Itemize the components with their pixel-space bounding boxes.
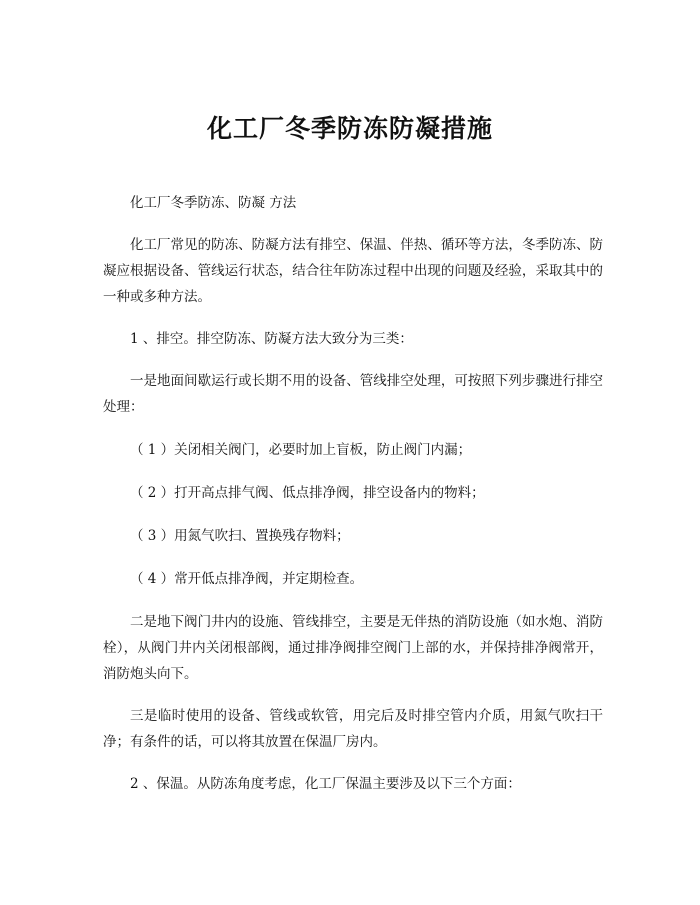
paragraph-category-1: 一是地面间歇运行或长期不用的设备、管线排空处理，可按照下列步骤进行排空处理： bbox=[103, 373, 603, 415]
paragraph-step-2: （ 2 ）打开高点排气阀、低点排净阀，排空设备内的物料； bbox=[130, 485, 485, 501]
paragraph-section-2-heading: 2 、保温。从防冻角度考虑，化工厂保温主要涉及以下三个方面： bbox=[130, 776, 521, 792]
document-body bbox=[103, 190, 603, 797]
document-title: 化工厂冬季防冻防凝措施 bbox=[206, 114, 493, 143]
paragraph-category-3: 三是临时使用的设备、管线或软管，用完后及时排空管内介质，用氮气吹扫干净；有条件的话，可以将其放置在保温厂房内。 bbox=[103, 708, 603, 750]
paragraph-section-1-heading: 1 、排空。排空防冻、防凝方法大致分为三类： bbox=[130, 331, 413, 347]
paragraph-intro: 化工厂常见的防冻、防凝方法有排空、保温、伴热、循环等方法，冬季防冻、防凝应根据设备、管线运行状态，结合往年防冻过程中出现的问题及经验，采取其中的一种或多种方法。 bbox=[103, 237, 603, 305]
paragraph-step-3: （ 3 ）用氮气吹扫、置换残存物料； bbox=[130, 528, 350, 544]
paragraph-subtitle: 化工厂冬季防冻、防凝 方法 bbox=[130, 195, 297, 211]
paragraph-step-4: （ 4 ）常开低点排净阀，并定期检查。 bbox=[130, 571, 364, 587]
paragraph-category-2: 二是地下阀门井内的设施、管线排空，主要是无伴热的消防设施（如水炮、消防栓），从阀门井内关闭根部阀，通过排净阀排空阀门上部的水，并保持排净阀常开，消防炮头向下。 bbox=[103, 614, 603, 682]
paragraph-step-1: （ 1 ）关闭相关阀门，必要时加上盲板，防止阀门内漏； bbox=[130, 442, 472, 458]
